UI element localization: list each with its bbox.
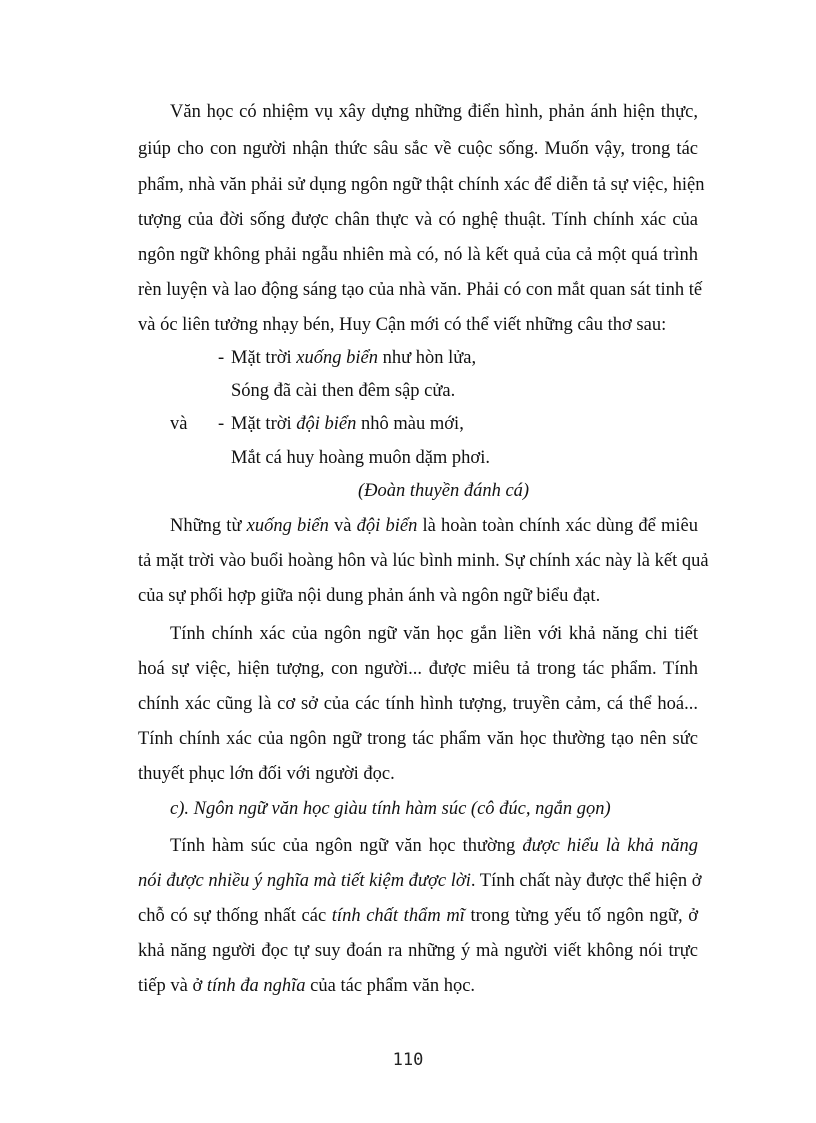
poem-connector: và — [170, 414, 188, 434]
para2-line3: của sự phối hợp giữa nội dung phản ánh và ngôn ngữ biểu đạt. — [138, 586, 601, 606]
para4-line1: Tính hàm súc của ngôn ngữ văn học thường được hiểu là khả năng — [170, 836, 698, 856]
para1-line3: phẩm, nhà văn phải sử dụng ngôn ngữ thật chính xác để diễn tả sự việc, hiện — [138, 175, 705, 195]
para3-line5: thuyết phục lớn đối với người đọc. — [138, 764, 395, 784]
para3-line4: Tính chính xác của ngôn ngữ trong tác phẩm văn học thường tạo nên sức — [138, 729, 698, 749]
poem-line2: Sóng đã cài then đêm sập cửa. — [231, 381, 456, 401]
section-heading-c: c). Ngôn ngữ văn học giàu tính hàm súc (cô đúc, ngắn gọn) — [170, 799, 611, 819]
para4-line5: tiếp và ở tính đa nghĩa của tác phẩm văn học. — [138, 976, 476, 996]
para1-line6: rèn luyện và lao động sáng tạo của nhà văn. Phải có con mắt quan sát tinh tế — [138, 280, 703, 300]
para1-line4: tượng của đời sống được chân thực và có nghệ thuật. Tính chính xác của — [138, 210, 698, 230]
para2-line1: Những từ xuống biển và đội biển là hoàn toàn chính xác dùng để miêu — [170, 516, 699, 536]
para1-line5: ngôn ngữ không phải ngẫu nhiên mà có, nó là kết quả của cả một quá trình — [138, 245, 698, 265]
poem-line1: Mặt trời xuống biển như hòn lửa, — [231, 348, 477, 368]
para1-line1: Văn học có nhiệm vụ xây dựng những điển hình, phản ánh hiện thực, — [170, 102, 698, 122]
para1-line2: giúp cho con người nhận thức sâu sắc về cuộc sống. Muốn vậy, trong tác — [138, 139, 698, 159]
para3-line1: Tính chính xác của ngôn ngữ văn học gắn liền với khả năng chi tiết — [170, 624, 698, 644]
page-number: 110 — [392, 1050, 424, 1070]
poem-dash-1: - — [218, 348, 225, 368]
para3-line3: chính xác cũng là cơ sở của các tính hình tượng, truyền cảm, cá thể hoá... — [138, 694, 698, 714]
para4-line2: nói được nhiều ý nghĩa mà tiết kiệm được lời. Tính chất này được thể hiện ở — [138, 871, 702, 891]
poem-line4: Mắt cá huy hoàng muôn dặm phơi. — [231, 448, 490, 468]
para2-line2: tả mặt trời vào buổi hoàng hôn và lúc bình minh. Sự chính xác này là kết quả — [138, 551, 709, 571]
poem-source: (Đoàn thuyền đánh cá) — [358, 481, 530, 501]
para3-line2: hoá sự việc, hiện tượng, con người... được miêu tả trong tác phẩm. Tính — [138, 659, 698, 679]
para4-line4: khả năng người đọc tự suy đoán ra những ý mà người viết không nói trực — [138, 941, 698, 961]
para4-line3: chỗ có sự thống nhất các tính chất thẩm mĩ trong từng yếu tố ngôn ngữ, ở — [138, 906, 698, 926]
para1-line7: và óc liên tưởng nhạy bén, Huy Cận mới có thể viết những câu thơ sau: — [138, 315, 667, 335]
poem-line3: Mặt trời đội biển nhô màu mới, — [231, 414, 464, 434]
poem-dash-2: - — [218, 414, 225, 434]
